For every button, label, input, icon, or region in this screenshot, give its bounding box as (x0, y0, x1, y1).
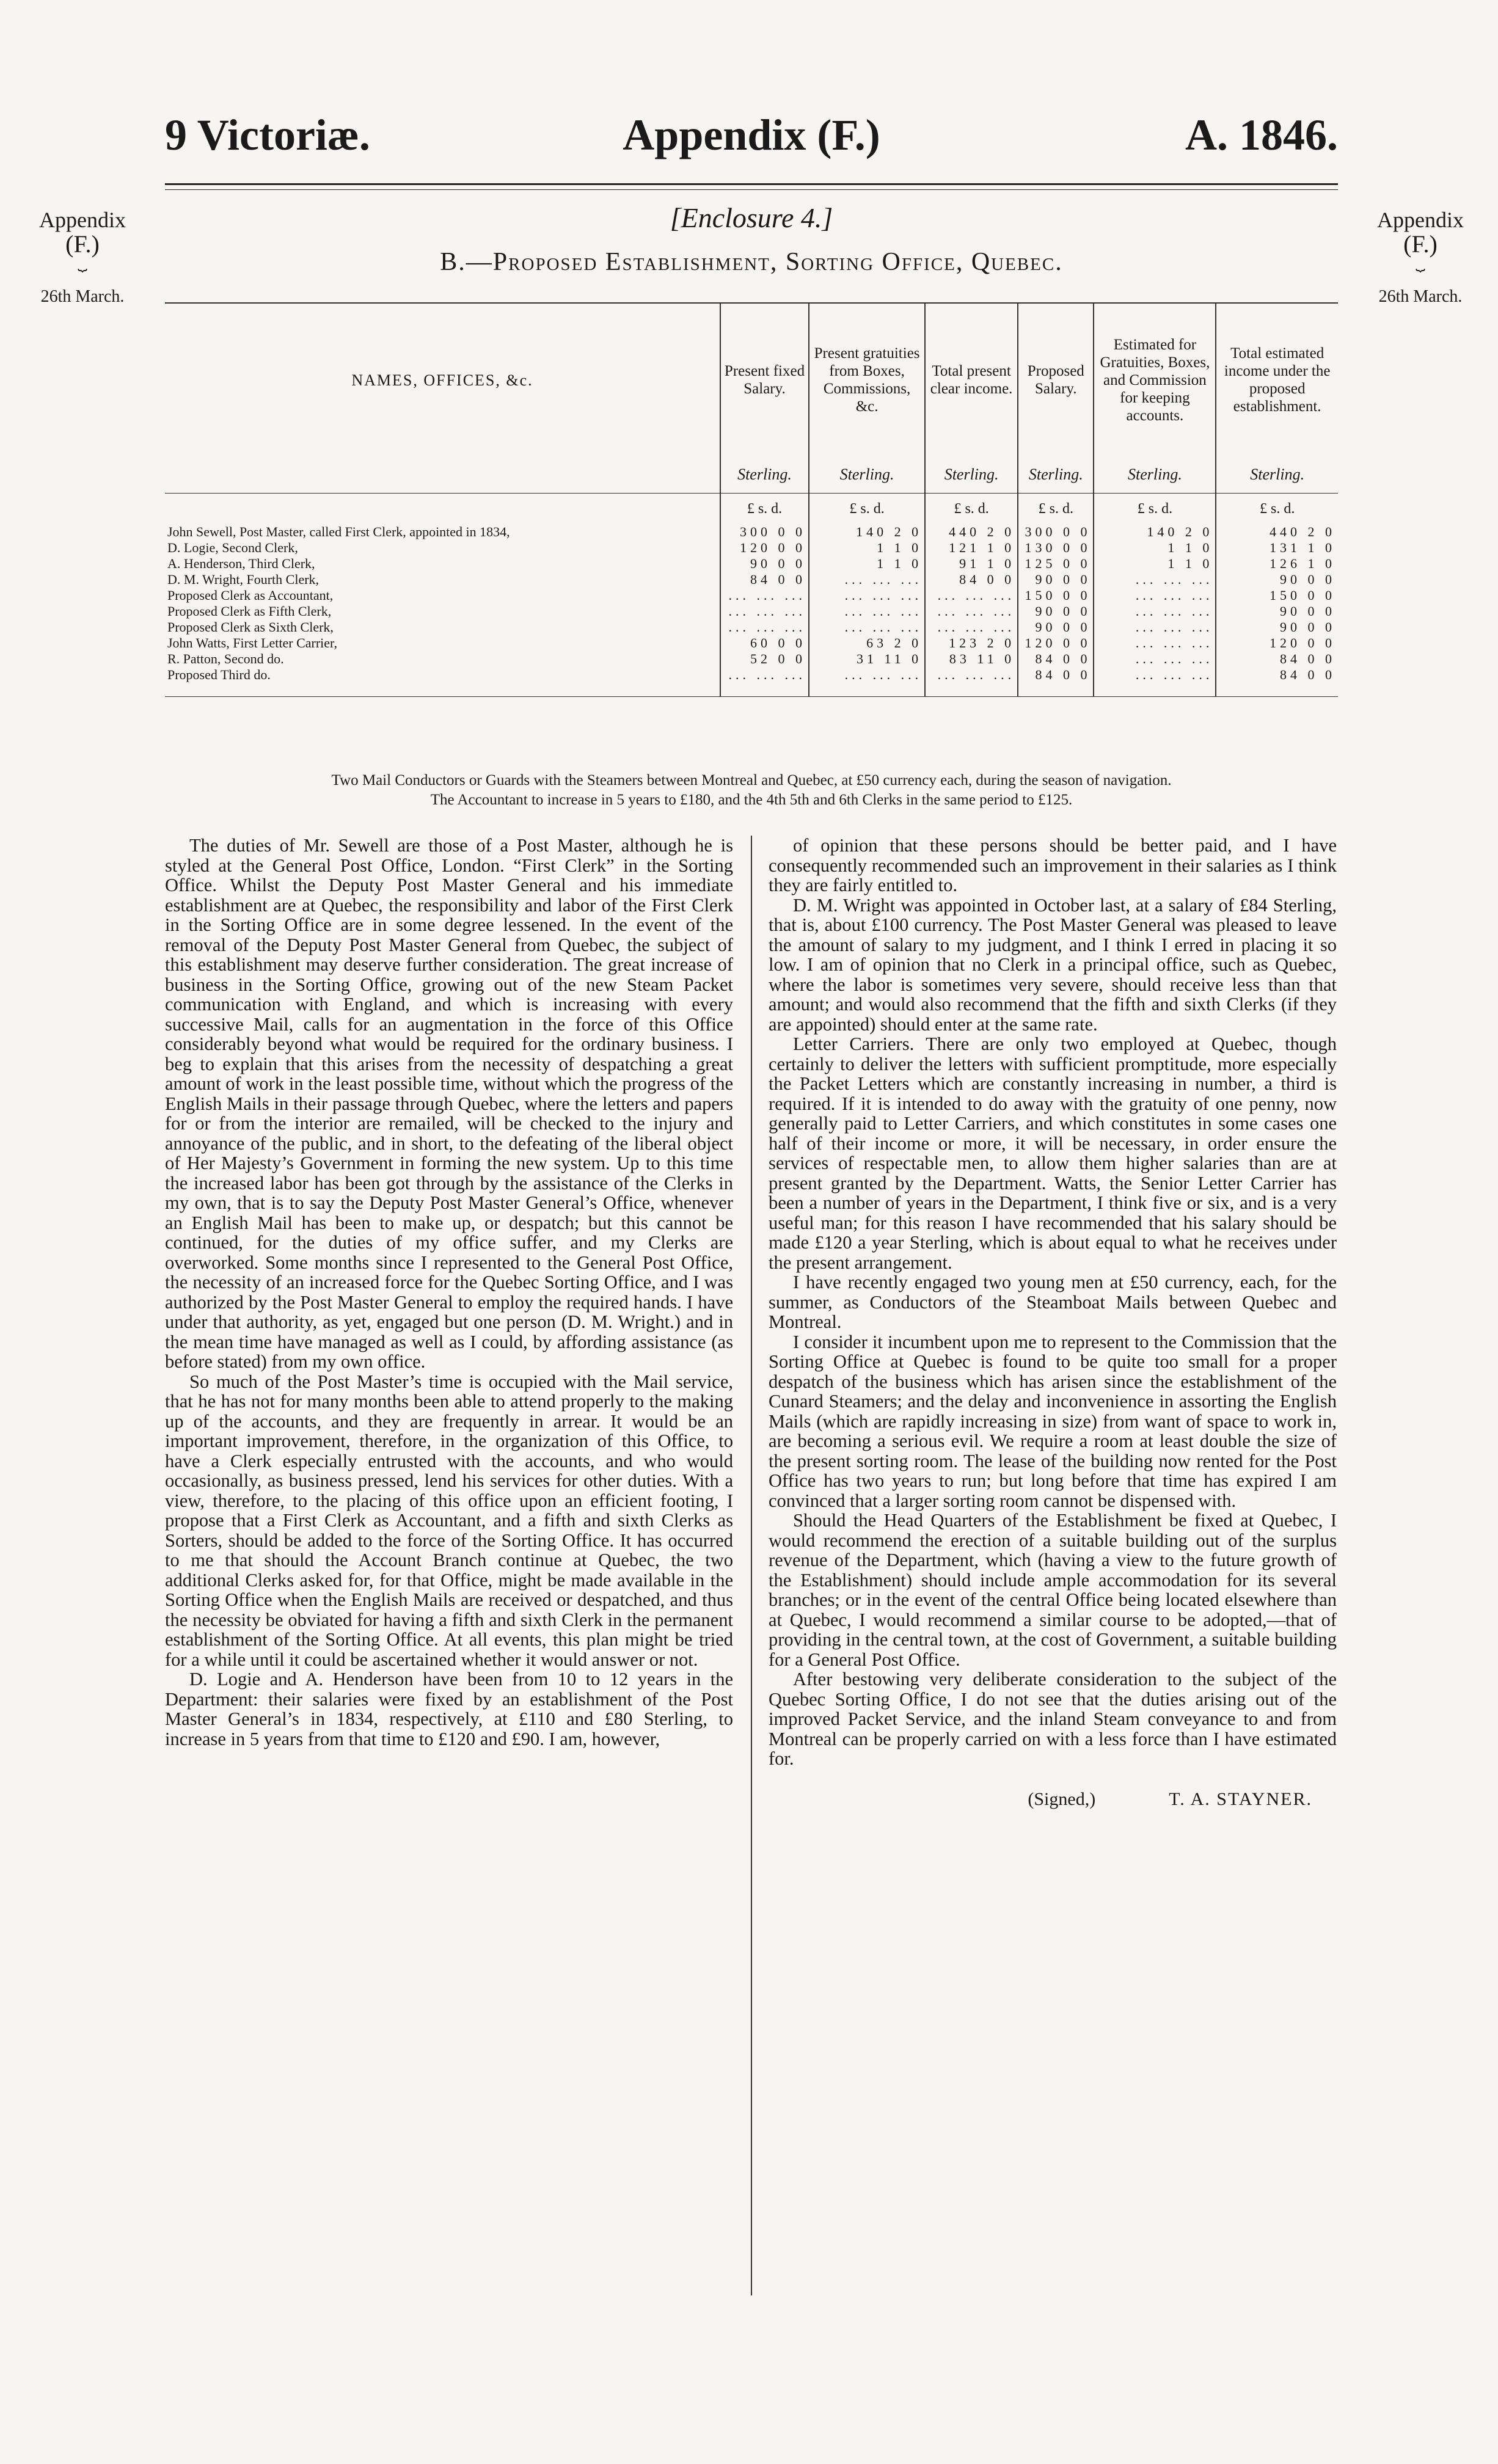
brace-icon: ⏟ (1416, 253, 1425, 271)
cell-value: 90 0 0 (1018, 619, 1094, 635)
unit-label: Sterling. (720, 456, 809, 494)
lsd-label: £ s. d. (1216, 494, 1338, 525)
unit-label: Sterling. (1216, 456, 1338, 494)
cell-value: 90 0 0 (720, 556, 809, 572)
table-header-row (165, 304, 1338, 456)
cell-value: 121 1 0 (925, 540, 1018, 556)
signed-label: (Signed,) (1028, 1788, 1096, 1809)
paragraph: of opinion that these persons should be better paid, and I have consequently recommended such an improvement in their salaries as I think they are fairly entitled to. (769, 835, 1337, 895)
cell-value: 1 1 0 (809, 540, 925, 556)
unit-label: Sterling. (925, 456, 1018, 494)
column-header-names: NAMES, OFFICES, &c. (351, 371, 533, 389)
cell-value: ... ... ... (809, 667, 925, 697)
cell-value: 90 0 0 (1018, 603, 1094, 619)
header-appendix: Appendix (F.) (623, 111, 880, 159)
cell-value: 1 1 0 (1094, 556, 1216, 572)
table-notes (165, 771, 1338, 810)
table-row (165, 524, 1338, 540)
establishment-table (165, 302, 1338, 697)
currency-unit-row (165, 456, 1338, 494)
cell-value: ... ... ... (720, 603, 809, 619)
cell-value: ... ... ... (925, 588, 1018, 603)
table-row (165, 588, 1338, 603)
cell-value: 125 0 0 (1018, 556, 1094, 572)
column-divider (751, 836, 752, 2295)
cell-value: 84 0 0 (1216, 667, 1338, 697)
cell-value: ... ... ... (720, 619, 809, 635)
table-note: The Accountant to increase in 5 years to £180, and the 4th 5th and 6th Clerks in the same period to £125. (430, 792, 1073, 808)
lsd-row (165, 494, 1338, 525)
cell-value: ... ... ... (720, 588, 809, 603)
margin-note-right (1350, 208, 1491, 309)
cell-value: 1 1 0 (809, 556, 925, 572)
cell-value: ... ... ... (809, 603, 925, 619)
unit-label: Sterling. (809, 456, 925, 494)
cell-value: 123 2 0 (925, 635, 1018, 651)
table-row (165, 635, 1338, 651)
cell-value: ... ... ... (809, 588, 925, 603)
cell-value: 150 0 0 (1216, 588, 1338, 603)
cell-value: ... ... ... (925, 603, 1018, 619)
lsd-label: £ s. d. (809, 494, 925, 525)
row-name: Proposed Clerk as Fifth Clerk, (167, 603, 332, 619)
signature-block (769, 1790, 1337, 1810)
cell-value: 131 1 0 (1216, 540, 1338, 556)
cell-value: 90 0 0 (1216, 603, 1338, 619)
paragraph: I have recently engaged two young men at £50 currency, each, for the summer, as Conductors of the Steamboat Mails between Quebec and Montreal. (769, 1272, 1337, 1332)
paragraph: After bestowing very deliberate consideration to the subject of the Quebec Sorting Office, I do not see that the duties arising out of the improved Packet Service, and the inland Steam conveyance to and from Montreal can be properly carried on with a less force than I have estimated for. (769, 1669, 1337, 1769)
cell-value: ... ... ... (925, 667, 1018, 697)
table-bottom-rule (165, 697, 1338, 698)
cell-value: 84 0 0 (720, 572, 809, 588)
row-name: John Sewell, Post Master, called First Clerk, appointed in 1834, (167, 524, 510, 539)
table-note: Two Mail Conductors or Guards with the Steamers between Montreal and Quebec, at £50 currency each, during the season of navigation. (331, 772, 1172, 789)
row-name: D. Logie, Second Clerk, (167, 540, 298, 555)
paragraph: D. Logie and A. Henderson have been from 10 to 12 years in the Department: their salaries were fixed by an establishment of the Post Master General’s in 1834, respectively, at £110 and £80 Sterling, to increase in 5 years from that time to £120 and £90. I am, however, (165, 1669, 733, 1749)
column-header: Present fixed Salary. (720, 304, 809, 456)
cell-value: ... ... ... (1094, 635, 1216, 651)
row-name: D. M. Wright, Fourth Clerk, (167, 572, 320, 587)
left-text-column (165, 836, 733, 1749)
column-header: Total estimated income under the proposed establishment. (1216, 304, 1338, 456)
paragraph: D. M. Wright was appointed in October last, at a salary of £84 Sterling, that is, about £100 currency. The Post Master General was pleased to leave the amount of salary to my judgment, and I think I erred in placing it so low. I am of opinion that no Clerk in a principal office, such as Quebec, where the labor is sometimes very severe, should receive less than that amount; and would also recommend that the fifth and sixth Clerks (if they are appointed) should enter at the same rate. (769, 894, 1337, 1035)
cell-value: 60 0 0 (720, 635, 809, 651)
lsd-label: £ s. d. (720, 494, 809, 525)
table-row (165, 556, 1338, 572)
table-row (165, 651, 1338, 667)
unit-label: Sterling. (1018, 456, 1094, 494)
margin-appendix-label: Appendix (1377, 208, 1464, 232)
right-text-column (769, 836, 1337, 1809)
unit-label: Sterling. (1094, 456, 1216, 494)
cell-value: ... ... ... (1094, 588, 1216, 603)
cell-value: ... ... ... (925, 619, 1018, 635)
margin-date: 26th March. (1378, 287, 1463, 306)
cell-value: ... ... ... (1094, 667, 1216, 697)
cell-value: 90 0 0 (1018, 572, 1094, 588)
column-header: Estimated for Gratuities, Boxes, and Commission for keeping accounts. (1094, 304, 1216, 456)
establishment-heading: B.—Proposed Establishment, Sorting Office, Quebec. (440, 248, 1063, 276)
running-header (165, 110, 1338, 177)
signatory-name: T. A. STAYNER. (1169, 1788, 1312, 1809)
table-row (165, 619, 1338, 635)
cell-value: 126 1 0 (1216, 556, 1338, 572)
cell-value: 31 11 0 (809, 651, 925, 667)
enclosure-label: [Enclosure 4.] (670, 202, 833, 233)
cell-value: 120 0 0 (1018, 635, 1094, 651)
row-name: R. Patton, Second do. (167, 651, 284, 666)
cell-value: ... ... ... (1094, 572, 1216, 588)
row-name: A. Henderson, Third Clerk, (167, 556, 315, 571)
cell-value: 63 2 0 (809, 635, 925, 651)
row-name: Proposed Clerk as Sixth Clerk, (167, 619, 334, 635)
row-name: Proposed Clerk as Accountant, (167, 588, 334, 603)
cell-value: 1 1 0 (1094, 540, 1216, 556)
table-row (165, 540, 1338, 556)
column-header: Present gratuities from Boxes, Commissions, &c. (809, 304, 925, 456)
cell-value: 300 0 0 (1018, 524, 1094, 540)
cell-value: ... ... ... (720, 667, 809, 697)
header-rule (165, 183, 1338, 185)
header-regnal-year: 9 Victoriæ. (165, 111, 370, 159)
cell-value: ... ... ... (1094, 603, 1216, 619)
cell-value: 84 0 0 (925, 572, 1018, 588)
header-rule-thin (165, 189, 1338, 190)
cell-value: 120 0 0 (1216, 635, 1338, 651)
cell-value: 83 11 0 (925, 651, 1018, 667)
margin-note-left (12, 208, 153, 309)
cell-value: 140 2 0 (1094, 524, 1216, 540)
margin-appendix-letter: (F.) (65, 230, 100, 258)
column-header: Proposed Salary. (1018, 304, 1094, 456)
margin-appendix-letter: (F.) (1403, 230, 1438, 258)
row-name: John Watts, First Letter Carrier, (167, 635, 337, 651)
paragraph: Letter Carriers. There are only two employed at Quebec, though certainly to deliver the letters with sufficient promptitude, more especially the Packet Letters which are constantly increasing in number, a third is required. If it is intended to do away with the gratuity of one penny, now generally paid to Letter Carriers, and which constitutes in some cases one half of their income or more, it will be necessary, in order ensure the services of respectable men, to allow them higher salaries than are at present granted by the Department. Watts, the Senior Letter Carrier has been a number of years in the Department, I think five or six, and is a very useful man; for this reason I have recommended that his salary should be made £120 a year Sterling, which is about equal to what he receives under the present arrangement. (769, 1033, 1337, 1273)
paragraph: The duties of Mr. Sewell are those of a Post Master, although he is styled at the General Post Office, London. “First Clerk” in the Sorting Office. Whilst the Deputy Post Master General and his immediate establishment are at Quebec, the responsibility and labor of the First Clerk in the Sorting Office are in some degree lessened. In the event of the removal of the Deputy Post Master General from Quebec, the subject of this establishment may deserve further consideration. The great increase of business in the Sorting Office, growing out of the new Steam Packet communication with England, and which is increasing with every successive Mail, calls for an augmentation in the force of this Office considerably beyond what would be required for the ordinary business. I beg to explain that this arises from the necessity of despatching a great amount of work in the least possible time, without which the progress of the English Mails in their passage through Quebec, where the letters and papers for or from the interior are remailed, will be checked to the injury and annoyance of the public, and in short, to the defeating of the liberal object of Her Majesty’s Government in forming the new system. Up to this time the increased labor has been got through by the assistance of the Clerks in my own, that is to say the Deputy Post Master General’s Office, whenever an English Mail has been to make up, or despatch; but this cannot be continued, for the duties of my office suffer, and my Clerks are overworked. Some months since I represented to the General Post Office, the necessity of an increased force for the Quebec Sorting Office, and I was authorized by the Post Master General to employ the required hands. I have under that authority, as yet, engaged but one person (D. M. Wright.) and in the mean time have managed as well as I could, by affording assistance (as before stated) from my own office. (165, 835, 733, 1372)
margin-date: 26th March. (40, 287, 125, 306)
header-year: A. 1846. (1185, 111, 1338, 159)
cell-value: 90 0 0 (1216, 619, 1338, 635)
paragraph: I consider it incumbent upon me to represent to the Commission that the Sorting Office at Quebec is found to be quite too small for a proper despatch of the business which has arisen since the establishment of the Cunard Steamers; and the delay and inconvenience in assorting the English Mails (which are rapidly increasing in size) from want of space to work in, are becoming a serious evil. We require a room at least double the size of the present sorting room. The lease of the building now rented for the Post Office has two years to run; but long before that time has expired I am convinced that a larger sorting room cannot be dispensed with. (769, 1331, 1337, 1511)
cell-value: 84 0 0 (1018, 667, 1094, 697)
cell-value: 300 0 0 (720, 524, 809, 540)
paragraph: So much of the Post Master’s time is occupied with the Mail service, that he has not for many months been able to attend properly to the making up of the accounts, and they are frequently in arrear. It would be an important improvement, therefore, in the organization of this Office, to have a Clerk especially entrusted with the accounts, and who would occasionally, as business pressed, lend his services for other duties. With a view, therefore, to the placing of this office upon an efficient footing, I propose that a First Clerk as Accountant, and a fifth and sixth Clerks as Sorters, should be added to the force of the Sorting Office. It has occurred to me that should the Account Branch continue at Quebec, the two additional Clerks asked for, for that Office, might be made available in the Sorting Office when the English Mails are received or despatched, and thus the necessity be obviated for having a fifth and sixth Clerk in the permanent establishment of the Sorting Office. At all events, this plan might be tried for a while until it could be ascertained whether it would answer or not. (165, 1371, 733, 1670)
cell-value: ... ... ... (1094, 619, 1216, 635)
lsd-label: £ s. d. (1018, 494, 1094, 525)
lsd-label: £ s. d. (1094, 494, 1216, 525)
cell-value: ... ... ... (809, 619, 925, 635)
cell-value: 120 0 0 (720, 540, 809, 556)
cell-value: 130 0 0 (1018, 540, 1094, 556)
cell-value: 150 0 0 (1018, 588, 1094, 603)
document-title (165, 202, 1338, 277)
cell-value: ... ... ... (809, 572, 925, 588)
table-row (165, 667, 1338, 697)
lsd-label: £ s. d. (925, 494, 1018, 525)
cell-value: 90 0 0 (1216, 572, 1338, 588)
cell-value: 140 2 0 (809, 524, 925, 540)
brace-icon: ⏟ (78, 253, 87, 271)
cell-value: ... ... ... (1094, 651, 1216, 667)
cell-value: 52 0 0 (720, 651, 809, 667)
paragraph: Should the Head Quarters of the Establishment be fixed at Quebec, I would recommend the erection of a suitable building out of the surplus revenue of the Department, which (having a view to the future growth of the Establishment) should include ample accommodation for its several branches; or in the event of the central Office being located elsewhere than at Quebec, I would recommend a similar course to be adopted,—that of providing in the central town, at the cost of Government, a suitable building for a General Post Office. (769, 1510, 1337, 1670)
cell-value: 91 1 0 (925, 556, 1018, 572)
row-name: Proposed Third do. (167, 667, 271, 682)
table-row (165, 572, 1338, 588)
cell-value: 84 0 0 (1216, 651, 1338, 667)
column-header: Total present clear income. (925, 304, 1018, 456)
cell-value: 84 0 0 (1018, 651, 1094, 667)
cell-value: 440 2 0 (925, 524, 1018, 540)
cell-value: 440 2 0 (1216, 524, 1338, 540)
margin-appendix-label: Appendix (39, 208, 126, 232)
table-row (165, 603, 1338, 619)
